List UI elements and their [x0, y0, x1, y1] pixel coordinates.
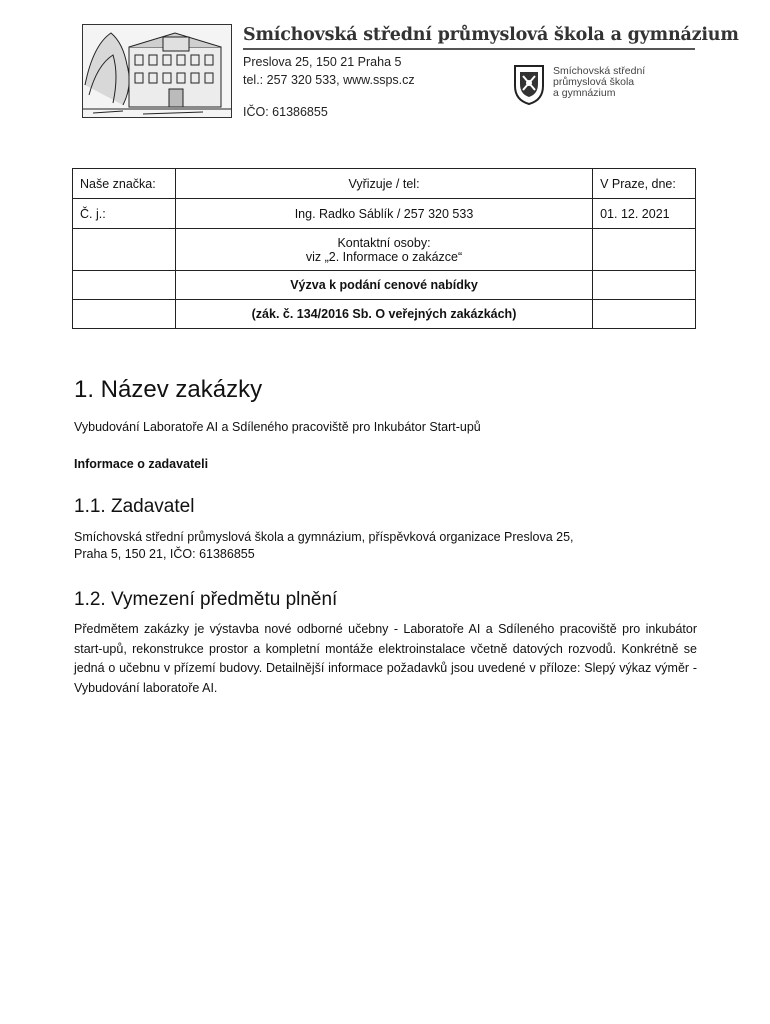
authority-address-line-1: Smíchovská střední průmyslová škola a gymnázium, příspěvková organizace Preslova 25, — [74, 530, 574, 544]
handled-by-label: Vyřizuje / tel: — [175, 169, 592, 199]
our-ref-label: Naše značka: — [73, 169, 176, 199]
empty-cell — [73, 271, 176, 300]
empty-cell — [593, 271, 696, 300]
school-name-underline — [243, 48, 695, 50]
empty-cell — [593, 300, 696, 329]
table-row — [73, 300, 696, 329]
table-row — [73, 169, 696, 199]
contact-persons-ref: viz „2. Informace o zakázce“ — [305, 249, 463, 264]
school-address: Preslova 25, 150 21 Praha 5 — [243, 55, 402, 69]
place-date-label: V Praze, dne: — [593, 169, 696, 199]
crest-caption — [553, 66, 645, 99]
empty-cell — [593, 229, 696, 271]
contract-name: Vybudování Laboratoře AI a Sdíleného pracoviště pro Inkubátor Start-upů — [74, 420, 481, 434]
section-1-heading: 1. Název zakázky — [74, 376, 263, 403]
contact-persons-cell — [175, 229, 592, 271]
contracting-authority-info-heading: Informace o zadavateli — [74, 457, 209, 471]
date-value: 01. 12. 2021 — [593, 199, 696, 229]
school-contact: tel.: 257 320 533, www.ssps.cz — [243, 73, 415, 87]
crest-caption-line: a gymnázium — [553, 87, 616, 99]
reference-number-label: Č. j.: — [73, 199, 176, 229]
subject-description: Předmětem zakázky je výstavba nové odborné učebny - Laboratoře AI a Sdíleného pracoviště pro inkubátor start-upů, rekonstrukce prostor a kompletní montáže elektroinstalace včetně datových rozvodů. Konkrétně se jedná o učebnu v přízemí budovy. Detailnější informace požadavků jsou uvedené v příloze: Slepý výkaz výměr - Vybudování laboratoře AI. — [74, 622, 697, 695]
reference-table — [72, 168, 696, 329]
school-crest-icon — [512, 62, 546, 106]
empty-cell — [73, 229, 176, 271]
table-row — [73, 199, 696, 229]
document-title: Výzva k podání cenové nabídky — [175, 271, 592, 300]
school-ico: IČO: 61386855 — [243, 105, 328, 119]
table-row — [73, 271, 696, 300]
section-1-1-heading: 1.1. Zadavatel — [74, 496, 195, 517]
school-name: Smíchovská střední průmyslová škola a gymnázium — [243, 25, 739, 45]
section-1-2-heading: 1.2. Vymezení předmětu plnění — [74, 589, 338, 610]
table-row — [73, 229, 696, 271]
crest-caption-line: průmyslová škola — [553, 76, 635, 88]
handled-by-value: Ing. Radko Sáblík / 257 320 533 — [175, 199, 592, 229]
crest-caption-line: Smíchovská střední — [553, 65, 646, 77]
law-reference: (zák. č. 134/2016 Sb. O veřejných zakázkách) — [175, 300, 592, 329]
contact-persons-label: Kontaktní osoby: — [337, 235, 431, 250]
authority-address-line-2: Praha 5, 150 21, IČO: 61386855 — [74, 547, 255, 561]
empty-cell — [73, 300, 176, 329]
school-building-image — [82, 24, 232, 118]
